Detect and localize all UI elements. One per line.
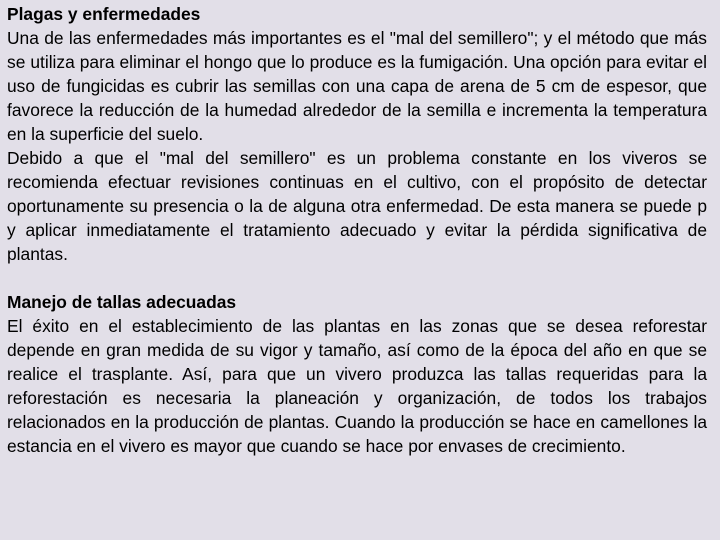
text-content — [7, 2, 707, 458]
section-heading: Manejo de tallas adecuadas — [7, 292, 237, 312]
paragraph: El éxito en el establecimiento de las plantas en las zonas que se desea reforestar depende en gran medida de su vigor y tamaño, así como de la época del año en que se realice el trasplante. Así, para que un vivero produzca las tallas requeridas para la reforestación es necesaria la planeación y organización, de todos los trabajos relacionados en la producción de plantas. Cuando la producción se hace en camellones la estancia en el vivero es mayor que cuando se hace por envases de crecimiento. — [7, 316, 707, 456]
paragraph: Una de las enfermedades más importantes es el "mal del semillero"; y el método que más se utiliza para eliminar el hongo que lo produce es la fumigación. Una opción para evitar el uso de fungicidas es cubrir las semillas con una capa de arena de 5 cm de espesor, que favorece la reducción de la humedad alrededor de la semilla e incrementa la temperatura en la superficie del suelo. — [7, 28, 707, 144]
section-plagas-y-enfermedades — [7, 2, 707, 266]
section-manejo-de-tallas — [7, 290, 707, 458]
section-heading: Plagas y enfermedades — [7, 4, 201, 24]
paragraph: Debido a que el "mal del semillero" es un problema constante en los viveros se recomienda efectuar revisiones continuas en el cultivo, con el propósito de detectar oportunamente su presencia o la de alguna otra enfermedad. De esta manera se puede p y aplicar inmediatamente el tratamiento adecuado y evitar la pérdida significativa de plantas. — [7, 148, 707, 264]
